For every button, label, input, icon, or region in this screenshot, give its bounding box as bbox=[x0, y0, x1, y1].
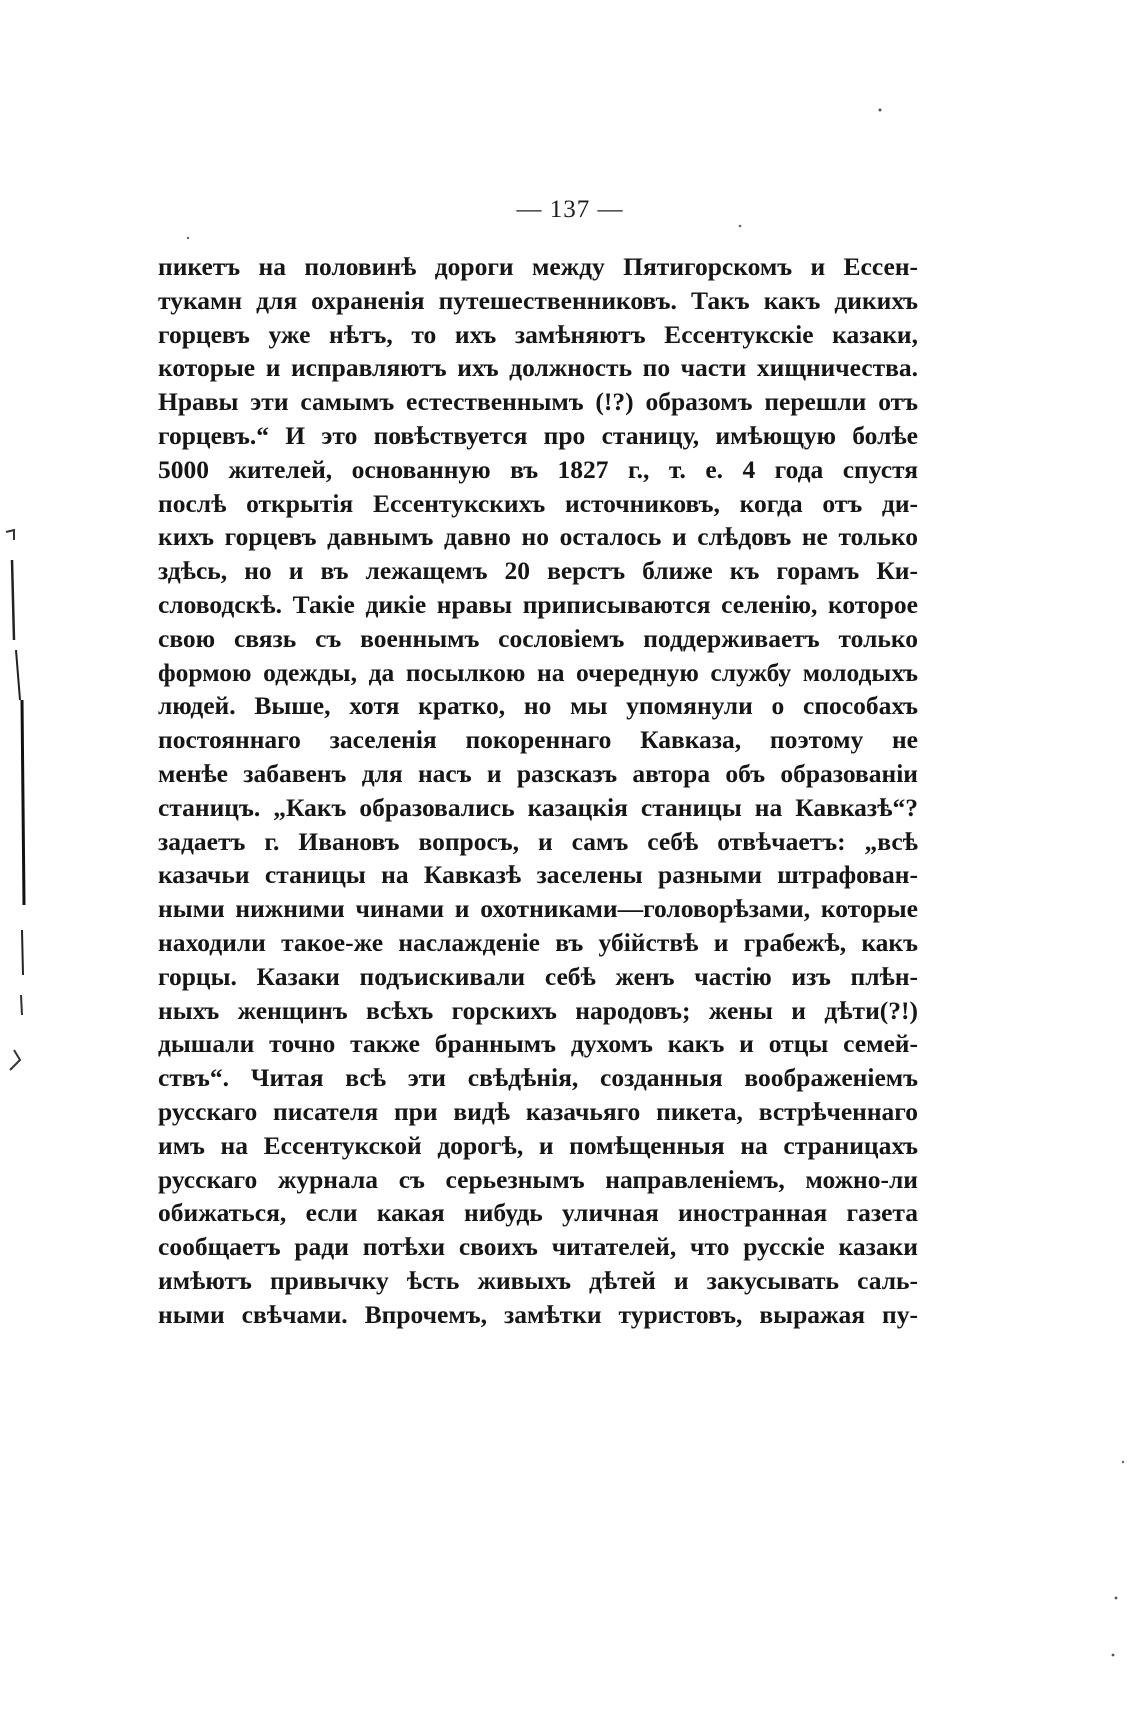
binding-shadow-mark bbox=[6, 530, 14, 540]
text-line: сообщаетъ ради потѣхи своихъ читателей, что русскіе казаки bbox=[158, 1232, 918, 1262]
text-line: горцы. Казаки подъискивали себѣ женъ частію изъ плѣн- bbox=[158, 961, 918, 991]
text-line: постояннаго заселенія покореннаго Кавказа, поэтому не bbox=[158, 725, 918, 755]
paper-speck bbox=[739, 225, 742, 228]
text-line: Нравы эти самымъ естественнымъ (!?) образомъ перешли отъ bbox=[158, 387, 918, 417]
text-line: горцевъ уже нѣтъ, то ихъ замѣняютъ Ессентукскіе казаки, bbox=[158, 319, 918, 349]
text-line: людей. Выше, хотя кратко, но мы упомянули о способахъ bbox=[158, 691, 918, 721]
text-line: задаетъ г. Ивановъ вопросъ, и самъ себѣ отвѣчаетъ: „всѣ bbox=[158, 826, 918, 856]
text-line: ными свѣчами. Впрочемъ, замѣтки туристовъ, выражая пу- bbox=[158, 1299, 918, 1329]
binding-shadow-mark bbox=[12, 560, 14, 640]
text-line: казачьи станицы на Кавказѣ заселены разными штрафован- bbox=[158, 860, 918, 890]
text-line: 5000 жителей, основанную въ 1827 г., т. е. 4 года спустя bbox=[158, 454, 918, 484]
binding-shadow-mark bbox=[16, 650, 20, 700]
text-line: пикетъ на половинѣ дороги между Пятигорскомъ и Ессен- bbox=[158, 252, 918, 281]
paper-speck bbox=[879, 109, 882, 112]
paper-speck bbox=[1115, 1597, 1118, 1600]
text-line: здѣсь, но и въ лежащемъ 20 верстъ ближе къ горамъ Ки- bbox=[158, 556, 918, 586]
text-line: словодскѣ. Такіе дикіе нравы приписываются селенію, которое bbox=[158, 589, 918, 619]
text-line: послѣ открытія Ессентукскихъ источниковъ, когда отъ ди- bbox=[158, 488, 918, 518]
text-line: кихъ горцевъ давнымъ давно но осталось и слѣдовъ не только bbox=[158, 522, 918, 552]
page-number: — 137 — bbox=[516, 196, 624, 223]
text-line: свою связь съ военнымъ сословіемъ поддерживаетъ только bbox=[158, 623, 918, 653]
paper-speck bbox=[1112, 1654, 1115, 1657]
text-line: ными нижними чинами и охотниками—головорѣзами, которые bbox=[158, 894, 918, 924]
text-line: имъ на Ессентукской дорогѣ, и помѣщенныя на страницахъ bbox=[158, 1130, 918, 1160]
text-line: которые и исправляютъ ихъ должность по части хищничества. bbox=[158, 353, 918, 383]
text-line: обижаться, если какая нибудь уличная иностранная газета bbox=[158, 1198, 918, 1228]
text-line: находили такое-же наслажденіе въ убійствѣ и грабежѣ, какъ bbox=[158, 927, 918, 957]
body-text bbox=[158, 250, 918, 1332]
text-line: русскаго журнала съ серьезнымъ направленіемъ, можно-ли bbox=[158, 1164, 918, 1194]
paper-speck bbox=[187, 237, 189, 239]
text-line: горцевъ.“ И это повѣствуется про станицу, имѣющую болѣе bbox=[158, 420, 918, 450]
binding-shadow-mark bbox=[22, 700, 24, 905]
text-line: имѣютъ привычку ѣсть живыхъ дѣтей и закусывать саль- bbox=[158, 1265, 918, 1295]
text-line: русскаго писателя при видѣ казачьяго пикета, встрѣченнаго bbox=[158, 1096, 918, 1126]
text-line: ныхъ женщинъ всѣхъ горскихъ народовъ; жены и дѣти(?!) bbox=[158, 995, 918, 1025]
text-line: формою одежды, да посылкою на очередную службу молодыхъ bbox=[158, 657, 918, 687]
text-line: менѣе забавенъ для насъ и разсказъ автора объ образованіи bbox=[158, 758, 918, 788]
text-line: ствъ“. Читая всѣ эти свѣдѣнія, созданныя воображеніемъ bbox=[158, 1063, 918, 1093]
text-line: станицъ. „Какъ образовались казацкія станицы на Кавказѣ“? bbox=[158, 792, 918, 822]
binding-shadow-mark bbox=[22, 930, 23, 975]
binding-shadow-mark bbox=[21, 995, 22, 1015]
paper-speck bbox=[1122, 1461, 1124, 1463]
text-line: дышали точно также браннымъ духомъ какъ и отцы семей- bbox=[158, 1029, 918, 1059]
binding-shadow-mark bbox=[10, 1050, 20, 1070]
text-line: тукамн для охраненія путешественниковъ. Такъ какъ дикихъ bbox=[158, 285, 918, 315]
